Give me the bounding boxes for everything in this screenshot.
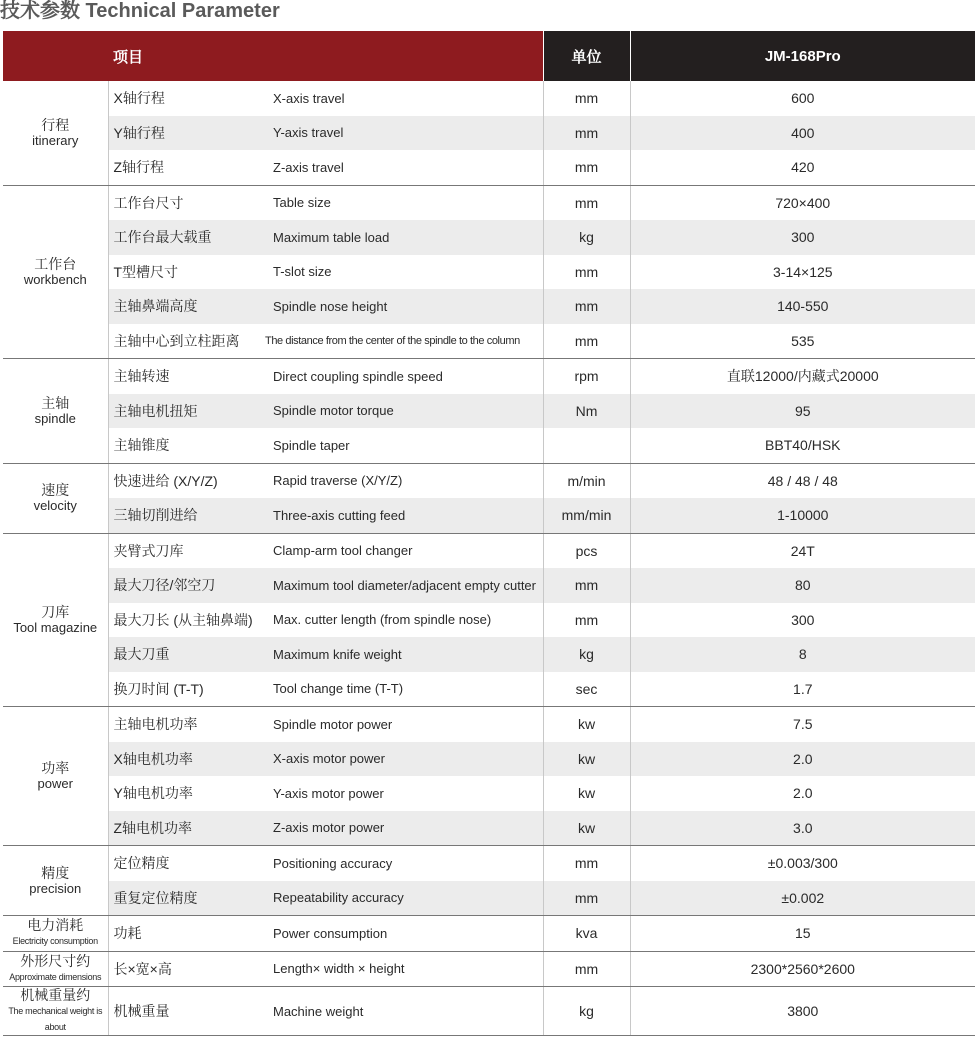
param-name-en: Spindle motor torque: [263, 394, 543, 429]
param-name-cn: T型槽尺寸: [113, 263, 179, 280]
param-value: 600: [791, 90, 815, 107]
param-name-en: Maximum tool diameter/adjacent empty cutter: [263, 568, 543, 603]
group-label-en: precision: [29, 880, 82, 896]
group-label-en: spindle: [34, 410, 76, 426]
param-value: 2.0: [793, 785, 813, 802]
param-name-cn: Z轴电机功率: [108, 811, 263, 846]
param-value: ±0.002: [630, 881, 975, 916]
page-title: 技术参数 Technical Parameter: [0, 0, 280, 22]
table-row: [3, 637, 975, 672]
param-value: 7.5: [793, 716, 813, 733]
param-unit: kw: [543, 707, 630, 742]
group-label-cn: 精度: [41, 864, 70, 881]
param-unit: [543, 428, 630, 463]
param-unit: kw: [543, 811, 630, 846]
group-label-cn: 主轴: [41, 394, 70, 411]
param-value: 2.0: [630, 742, 975, 777]
param-unit: mm: [543, 185, 630, 220]
param-value: 3-14×125: [773, 263, 833, 280]
group-label: [3, 81, 108, 185]
param-value: 140-550: [630, 289, 975, 324]
param-name-cn: 重复定位精度: [108, 881, 263, 916]
param-unit: m/min: [543, 463, 630, 498]
header-model: JM-168Pro: [630, 31, 975, 81]
param-name-cn: 最大刀径/邻空刀: [108, 568, 263, 603]
param-name-cn: 工作台最大载重: [108, 220, 263, 255]
param-value: 直联12000/内藏式20000: [726, 368, 879, 385]
param-name-en: Tool change time (T-T): [263, 672, 543, 707]
param-value: 1.7: [630, 672, 975, 707]
param-value: 48 / 48 / 48: [767, 472, 838, 489]
param-name-cn: Y轴行程: [108, 116, 263, 151]
group-label: [3, 359, 108, 464]
group-label-cn: 机械重量约: [20, 987, 91, 1003]
param-name-en: Y-axis motor power: [273, 785, 384, 801]
group-label: [3, 533, 108, 707]
param-name-en: The distance from the center of the spindle to the column: [263, 324, 543, 359]
param-name-cn: 长×宽×高: [108, 951, 263, 987]
param-name-en: Table size: [273, 195, 331, 211]
table-row: [3, 951, 975, 987]
param-value: 3.0: [630, 811, 975, 846]
table-row: [3, 707, 975, 742]
group-label-en: Tool magazine: [13, 619, 98, 635]
param-name-cn: Y轴电机功率: [113, 785, 193, 802]
param-value: 535: [630, 324, 975, 359]
table-row: [3, 359, 975, 394]
param-value: 15: [630, 916, 975, 952]
group-label-cn: 行程: [41, 116, 70, 133]
param-name-cn: 快速进给 (X/Y/Z): [113, 472, 218, 489]
param-unit: mm: [543, 81, 630, 116]
param-value: 300: [791, 611, 815, 628]
param-unit: mm: [543, 603, 630, 638]
param-name-en: Z-axis travel: [263, 150, 543, 185]
header-item: 项目: [3, 31, 543, 81]
param-unit: kg: [543, 987, 630, 1036]
table-row: [3, 533, 975, 568]
table-row: [3, 324, 975, 359]
table-row: [3, 603, 975, 638]
param-unit: mm: [543, 255, 630, 290]
group-label-cn: 功率: [41, 760, 70, 776]
table-row: [3, 81, 975, 116]
param-name-en: Spindle taper: [263, 428, 543, 463]
group-label-en: power: [37, 776, 73, 791]
param-name-en: Spindle nose height: [263, 289, 543, 324]
param-name-cn: 夹臂式刀库: [113, 542, 184, 559]
param-unit: mm: [543, 289, 630, 324]
param-name-en: X-axis motor power: [263, 742, 543, 777]
param-unit: mm: [543, 881, 630, 916]
table-row: [3, 672, 975, 707]
table-row: [3, 255, 975, 290]
table-body: [3, 81, 975, 1036]
param-name-en: Max. cutter length (from spindle nose): [273, 612, 492, 628]
param-value: 8: [630, 637, 975, 672]
param-name-en: Length× width × height: [263, 951, 543, 987]
group-label-cn: 外形尺寸约: [20, 952, 91, 969]
table-row: [3, 498, 975, 533]
param-name-cn: 主轴中心到立柱距离: [108, 324, 263, 359]
param-name-en: Maximum table load: [263, 220, 543, 255]
param-name-cn: 主轴转速: [113, 368, 170, 385]
group-label: [3, 916, 108, 952]
group-label: [3, 463, 108, 533]
table-header: [3, 31, 975, 81]
table-row: [3, 150, 975, 185]
param-unit: mm: [543, 846, 630, 881]
group-label: [3, 951, 108, 987]
param-unit: kg: [543, 637, 630, 672]
table-row: [3, 428, 975, 463]
table-row: [3, 289, 975, 324]
param-name-cn: 定位精度: [113, 855, 170, 872]
param-value: 80: [630, 568, 975, 603]
param-unit: rpm: [543, 359, 630, 394]
param-unit: kw: [543, 776, 630, 811]
param-name-cn: 工作台尺寸: [113, 194, 184, 211]
param-unit: mm: [543, 324, 630, 359]
param-name-en: Positioning accuracy: [273, 855, 393, 871]
param-value: 420: [630, 150, 975, 185]
param-name-cn: 机械重量: [108, 987, 263, 1036]
group-label-en: velocity: [33, 498, 77, 513]
param-name-en: Machine weight: [263, 987, 543, 1036]
param-unit: mm: [543, 116, 630, 151]
param-unit: mm: [543, 150, 630, 185]
param-name-cn: 主轴电机功率: [113, 716, 198, 733]
param-unit: kg: [543, 220, 630, 255]
param-value: ±0.003/300: [767, 855, 838, 872]
group-label: [3, 846, 108, 916]
param-name-cn: X轴行程: [113, 90, 165, 107]
param-name-en: Direct coupling spindle speed: [273, 368, 443, 384]
param-value: 2300*2560*2600: [630, 951, 975, 987]
table-row: [3, 185, 975, 220]
param-unit: mm: [543, 951, 630, 987]
param-unit: kw: [543, 742, 630, 777]
param-unit: mm: [543, 568, 630, 603]
param-name-cn: 主轴电机扭矩: [108, 394, 263, 429]
param-name-en: T-slot size: [273, 264, 332, 280]
group-label: [3, 185, 108, 359]
group-label-cn: 速度: [41, 482, 70, 498]
group-label-en: workbench: [23, 271, 87, 287]
param-name-en: Power consumption: [263, 916, 543, 952]
param-unit: Nm: [543, 394, 630, 429]
param-name-en: Maximum knife weight: [263, 637, 543, 672]
param-name-cn: X轴电机功率: [108, 742, 263, 777]
group-label: [3, 707, 108, 846]
table-row: [3, 916, 975, 952]
table-row: [3, 742, 975, 777]
param-name-cn: 主轴鼻端高度: [108, 289, 263, 324]
header-unit: 单位: [543, 31, 630, 81]
param-name-en: Clamp-arm tool changer: [273, 543, 413, 559]
table-row: [3, 463, 975, 498]
table-row: [3, 846, 975, 881]
table-row: [3, 811, 975, 846]
param-unit: mm/min: [543, 498, 630, 533]
table-row: [3, 394, 975, 429]
param-name-cn: 三轴切削进给: [108, 498, 263, 533]
group-label-en: The mechanical weight is about: [8, 1006, 103, 1032]
param-name-cn: 换刀时间 (T-T): [108, 672, 263, 707]
param-name-en: Spindle motor power: [273, 716, 393, 732]
param-value: 300: [630, 220, 975, 255]
param-value: 720×400: [775, 194, 831, 211]
group-label-cn: 刀库: [41, 603, 70, 620]
param-name-en: Rapid traverse (X/Y/Z): [273, 473, 403, 489]
table-row: [3, 116, 975, 151]
group-label-en: itinerary: [32, 132, 79, 148]
param-name-cn: Z轴行程: [108, 150, 263, 185]
group-label-en: Approximate dimensions: [9, 971, 102, 982]
table-row: [3, 881, 975, 916]
param-name-en: Three-axis cutting feed: [263, 498, 543, 533]
param-value: 400: [630, 116, 975, 151]
group-label: [3, 987, 108, 1036]
table-row: [3, 776, 975, 811]
param-name-en: Y-axis travel: [263, 116, 543, 151]
table-row: [3, 987, 975, 1036]
group-label-cn: 工作台: [34, 255, 77, 272]
parameter-table: [3, 31, 975, 1036]
param-name-en: X-axis travel: [273, 90, 345, 106]
param-name-cn: 功耗: [108, 916, 263, 952]
param-value: BBT40/HSK: [630, 428, 975, 463]
param-name-en: Z-axis motor power: [263, 811, 543, 846]
table-row: [3, 220, 975, 255]
param-unit: pcs: [543, 533, 630, 568]
group-label-en: Electricity consumption: [12, 936, 98, 947]
param-unit: kva: [543, 916, 630, 952]
param-value: 1-10000: [630, 498, 975, 533]
param-value: 24T: [790, 542, 815, 559]
group-label-cn: 电力消耗: [27, 917, 84, 934]
param-name-cn: 最大刀长 (从主轴鼻端): [113, 611, 253, 628]
param-name-en: Repeatability accuracy: [263, 881, 543, 916]
param-name-cn: 主轴锥度: [108, 428, 263, 463]
param-value: 3800: [630, 987, 975, 1036]
table-row: [3, 568, 975, 603]
param-unit: sec: [543, 672, 630, 707]
param-name-cn: 最大刀重: [108, 637, 263, 672]
param-value: 95: [630, 394, 975, 429]
